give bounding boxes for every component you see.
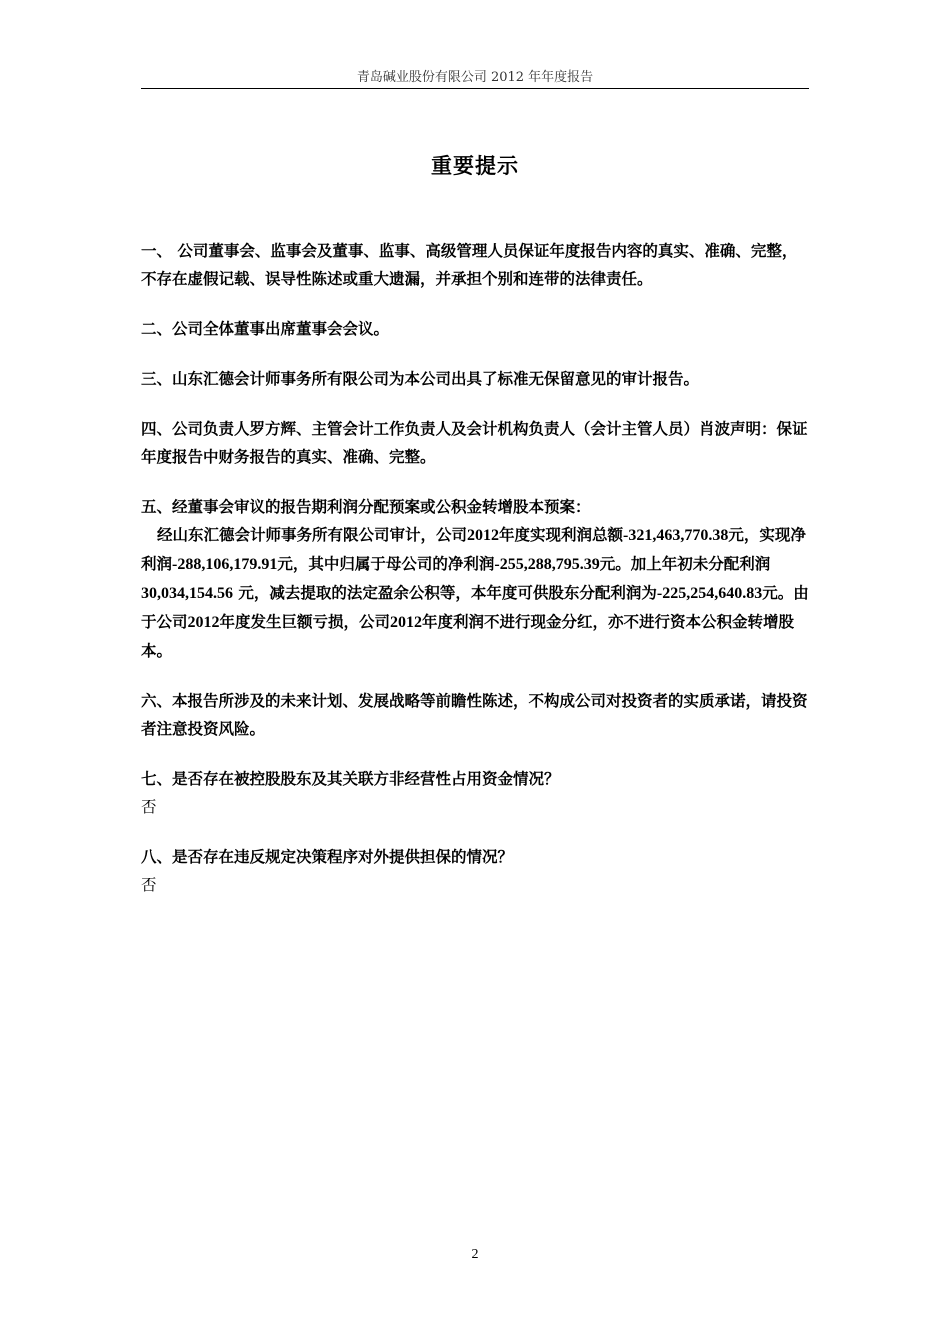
report-year: 2012 [187,614,220,631]
opening-undistributed-value: 30,034,154.56 [141,585,233,602]
detail-text: 经山东汇德会计师事务所有限公司审计，公司 [157,526,468,544]
notice-item-6: 六、本报告所涉及的未来计划、发展战略等前瞻性陈述，不构成公司对投资者的实质承诺，请投资者注意投资风险。 [141,692,808,738]
notice-item-8-answer: 否 [141,876,157,894]
notice-item-4: 四、公司负责人罗方辉、主管会计工作负责人及会计机构负责人（会计主管人员）肖波声明：保证年度报告中财务报告的真实、准确、完整。 [141,420,808,466]
notice-item-8: 八、是否存在违反规定决策程序对外提供担保的情况？ [141,848,514,866]
notice-item-1: 一、 公司董事会、监事会及董事、监事、高级管理人员保证年度报告内容的真实、准确、完整，不存在虚假记载、误导性陈述或重大遗漏，并承担个别和连带的法律责任。 [141,242,798,288]
detail-text: 元。由于公司 [141,584,809,631]
detail-text: 年度实现利润总额 [499,526,624,544]
notice-item-7-answer: 否 [141,798,157,816]
notice-item-7: 七、是否存在被控股股东及其关联方非经营性占用资金情况？ [141,770,560,788]
detail-text: 元，其中归属于母公司的净利润 [277,555,495,573]
header-divider [141,88,809,89]
detail-text: 元，减去提取的法定盈余公积等，本年度可供股东分配利润为 [233,584,657,602]
detail-text: 元。加上年初未分配利润 [599,555,771,573]
notice-item-5: 五、经董事会审议的报告期利润分配预案或公积金转增股本预案： [141,498,591,516]
profit-distribution-detail [141,521,809,665]
report-year: 2012 [467,527,500,544]
detail-text: 年度利润不进行现金分红，亦不进行资本公积金转增股本。 [141,613,795,660]
net-profit-value: -288,106,179.91 [172,556,278,573]
page-title: 重要提示 [431,154,519,178]
detail-text: 年度发生巨额亏损，公司 [219,613,391,631]
parent-net-profit-value: -255,288,795.39 [494,556,600,573]
distributable-profit-value: -225,254,640.83 [656,585,763,602]
report-year: 2012 [390,614,423,631]
notice-body [141,237,809,921]
notice-item-2: 二、公司全体董事出席董事会会议。 [141,320,390,338]
page-number: 2 [471,1247,479,1262]
notice-item-3: 三、山东汇德会计师事务所有限公司为本公司出具了标准无保留意见的审计报告。 [141,370,700,388]
running-header: 青岛碱业股份有限公司 2012 年年度报告 [356,70,594,85]
detail-text: 元，实现净利润 [141,526,806,573]
total-profit-value: -321,463,770.38 [623,527,729,544]
